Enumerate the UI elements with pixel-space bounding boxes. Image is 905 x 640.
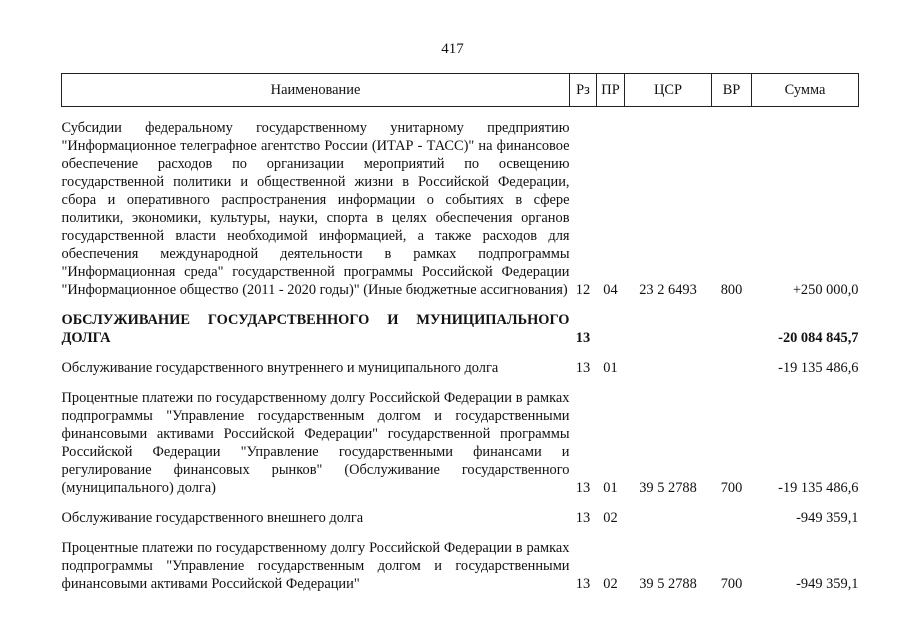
table-row bbox=[62, 311, 859, 347]
row-csr bbox=[625, 311, 712, 347]
row-pr: 04 bbox=[603, 282, 618, 298]
row-sum: -20 084 845,7 bbox=[778, 330, 859, 346]
row-vr: 700 bbox=[720, 576, 743, 592]
row-sum: -949 359,1 bbox=[796, 576, 859, 592]
row-csr bbox=[625, 359, 712, 377]
table-row bbox=[62, 119, 859, 299]
header-vr: ВР bbox=[712, 74, 752, 107]
row-name: Процентные платежи по государственному долгу Российской Федерации в рамках подпрограммы "Управление государственным долгом и государственными финансовыми активами Российской Федерации" bbox=[61, 540, 570, 592]
row-pr: 02 bbox=[603, 510, 618, 526]
header-csr: ЦСР bbox=[625, 74, 712, 107]
row-sum: -19 135 486,6 bbox=[778, 360, 859, 376]
row-sum: -19 135 486,6 bbox=[778, 480, 859, 496]
table-row bbox=[62, 359, 859, 377]
header-pr: ПР bbox=[597, 74, 625, 107]
row-pr: 01 bbox=[603, 360, 618, 376]
row-sum: -949 359,1 bbox=[796, 510, 859, 526]
table-row bbox=[62, 389, 859, 497]
row-rz: 13 bbox=[575, 360, 591, 376]
row-pr: 01 bbox=[603, 480, 618, 496]
row-vr: 800 bbox=[720, 282, 743, 298]
header-row bbox=[62, 74, 859, 107]
row-name: Субсидии федеральному государственному унитарному предприятию "Информационное телеграфное агентство России (ИТАР - ТАСС)" на финансовое обеспечение расходов по организации мероприятий по освещению государственной политики и общественной жизни в Российской Федерации, сбора и оперативного распространения информации о событиях в сфере политики, экономики, культуры, науки, спорта в целях обеспечения органов государственной власти необходимой информацией, а также расходов для обеспечения международной деятельности в рамках подпрограммы "Информационная среда" государственной программы Российской Федерации "Информационное общество (2011 - 2020 годы)" (Иные бюджетные ассигнования) bbox=[61, 120, 570, 298]
row-pr: 02 bbox=[603, 576, 618, 592]
row-vr bbox=[712, 311, 752, 347]
row-name: Процентные платежи по государственному долгу Российской Федерации в рамках подпрограммы "Управление государственным долгом и государственными финансовыми активами Российской Федерации" государственной программы Российской Федерации "Управление государственными финансами и регулирование финансовых рынков" (Обслуживание государственного (муниципального) долга) bbox=[61, 390, 570, 496]
row-vr bbox=[712, 509, 752, 527]
row-vr bbox=[712, 359, 752, 377]
table-body bbox=[62, 107, 859, 594]
row-sum: +250 000,0 bbox=[792, 282, 859, 298]
page-number: 417 bbox=[441, 41, 464, 57]
table-row bbox=[62, 539, 859, 593]
row-rz: 13 bbox=[575, 576, 591, 592]
row-rz: 13 bbox=[575, 330, 591, 346]
budget-table bbox=[61, 73, 859, 593]
header-sum: Сумма bbox=[752, 74, 859, 107]
row-rz: 13 bbox=[575, 480, 591, 496]
row-rz: 13 bbox=[575, 510, 591, 526]
row-csr: 23 2 6493 bbox=[639, 282, 697, 298]
row-csr: 39 5 2788 bbox=[639, 576, 697, 592]
row-name: Обслуживание государственного внешнего долга bbox=[61, 510, 364, 526]
row-csr bbox=[625, 509, 712, 527]
header-name: Наименование bbox=[62, 74, 570, 107]
table-header bbox=[62, 74, 859, 107]
table-row bbox=[62, 509, 859, 527]
header-rz: Рз bbox=[570, 74, 597, 107]
row-name: Обслуживание государственного внутреннего и муниципального долга bbox=[61, 360, 499, 376]
row-name: ОБСЛУЖИВАНИЕ ГОСУДАРСТВЕННОГО И МУНИЦИПАЛЬНОГО ДОЛГА bbox=[61, 312, 570, 346]
row-vr: 700 bbox=[720, 480, 743, 496]
row-pr bbox=[597, 311, 625, 347]
row-csr: 39 5 2788 bbox=[639, 480, 697, 496]
row-rz: 12 bbox=[575, 282, 591, 298]
